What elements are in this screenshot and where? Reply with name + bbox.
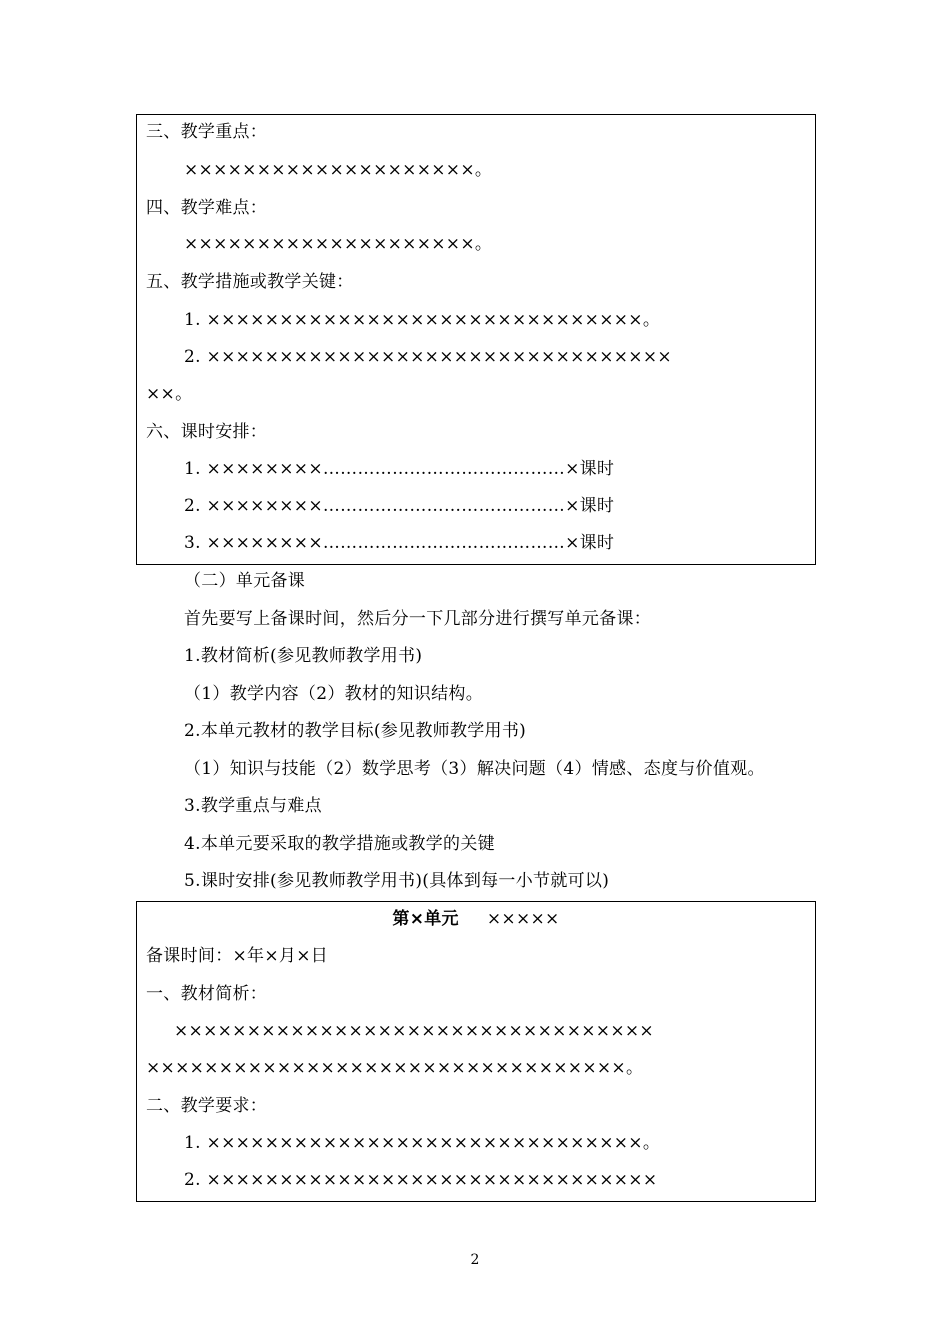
measures-item-2: 2. ×××××××××××××××××××××××××××××××× xyxy=(184,347,672,367)
heading-textbook-analysis: 一、教材简析： xyxy=(146,984,268,1004)
body-item-2: 2.本单元教材的教学目标(参见教师教学用书) xyxy=(184,721,527,741)
analysis-content-line-2: ×××××××××××××××××××××××××××××××××。 xyxy=(146,1058,644,1078)
prep-date: 备课时间：×年×月×日 xyxy=(146,946,329,966)
body-item-3: 3.教学重点与难点 xyxy=(184,796,322,816)
heading-teaching-difficulties: 四、教学难点： xyxy=(146,198,268,218)
section-heading-unit-prep: （二）单元备课 xyxy=(184,571,306,591)
analysis-content-line-1: ××××××××××××××××××××××××××××××××× xyxy=(174,1021,654,1041)
unit-title-name: ××××× xyxy=(486,909,560,929)
heading-teaching-measures: 五、教学措施或教学关键： xyxy=(146,272,354,292)
schedule-item-3: 3. ××××××××……………………………………×课时 xyxy=(184,533,615,553)
body-item-2-sub: （1）知识与技能（2）数学思考（3）解决问题（4）情感、态度与价值观。 xyxy=(184,759,765,779)
unit-title-label: 第×单元 xyxy=(392,909,459,929)
unit-title xyxy=(136,908,816,930)
difficulties-content: ××××××××××××××××××××。 xyxy=(184,234,493,254)
body-item-1: 1.教材简析(参见教师教学用书) xyxy=(184,646,423,666)
body-item-5: 5.课时安排(参见教师教学用书)(具体到每一小节就可以) xyxy=(184,871,610,891)
heading-teaching-requirements: 二、教学要求： xyxy=(146,1096,268,1116)
body-paragraph-intro: 首先要写上备课时间，然后分一下几部分进行撰写单元备课： xyxy=(184,609,652,629)
body-item-1-sub: （1）教学内容（2）教材的知识结构。 xyxy=(184,684,484,704)
heading-schedule: 六、课时安排： xyxy=(146,422,268,442)
body-item-4: 4.本单元要采取的教学措施或教学的关键 xyxy=(184,834,495,854)
schedule-item-2: 2. ××××××××……………………………………×课时 xyxy=(184,496,615,516)
page-number: 2 xyxy=(470,1252,480,1268)
requirements-item-2: 2. ××××××××××××××××××××××××××××××× xyxy=(184,1170,658,1190)
key-points-content: ××××××××××××××××××××。 xyxy=(184,160,493,180)
measures-item-2-continued: ××。 xyxy=(146,384,193,404)
schedule-item-1: 1. ××××××××……………………………………×课时 xyxy=(184,459,615,479)
requirements-item-1: 1. ××××××××××××××××××××××××××××××。 xyxy=(184,1133,661,1153)
heading-teaching-key-points: 三、教学重点： xyxy=(146,122,268,142)
measures-item-1: 1. ××××××××××××××××××××××××××××××。 xyxy=(184,310,661,330)
